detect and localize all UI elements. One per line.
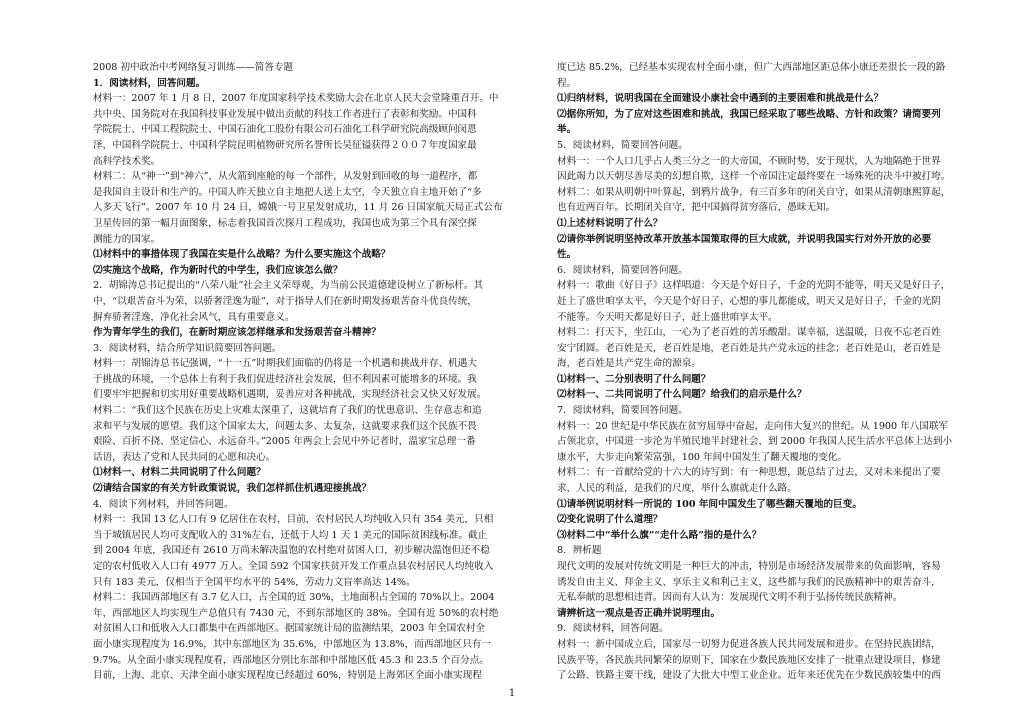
- question-line: ⑴材料一、二分别表明了什么问题？: [557, 373, 711, 385]
- right-column: [557, 60, 975, 684]
- text-line: 2．胡锦涛总书记提出的“八荣八耻”社会主义荣辱观，为当前公民道德建设树立了新标杆。其: [93, 280, 484, 292]
- text-line: 2008 初中政治中考网络复习训练——简答专题: [93, 62, 294, 73]
- question-line: 作为青年学生的我们，在新时期应该怎样继承和发扬艰苦奋斗精神？: [93, 327, 381, 339]
- text-line: 了公路、铁路主要干线，建设了大批大中型工业企业。近年来还优先在少数民族较集中的西: [557, 670, 941, 682]
- text-line: 们要牢牢把握和切实用好重要战略机遇期，妥善应对各种挑战，实现经济社会又快又好发展。: [93, 389, 487, 401]
- text-line: 海，老百姓是共产党生命的源泉。: [557, 358, 701, 370]
- question-line: ⑴请举例说明材料一所说的 100 年间中国发生了哪些翻天覆地的巨变。: [557, 498, 862, 510]
- text-line: 4．阅读下列材料，并回答问题。: [93, 498, 234, 510]
- question-line: ⑵请结合国家的有关方针政策说说，我们怎样抓住机遇迎接挑战？: [93, 483, 372, 495]
- text-line: 因此竭力以天朝尽善尽美的幻想自欺，这样一个帝国注定最终要在一场殊死的决斗中被打垮。: [557, 171, 951, 183]
- text-line: 求和平与发展的愿望。我们这个国家太大，问题太多、太复杂，这就要求我们这个民族不畏: [93, 420, 477, 432]
- question-line: ⑶材料二中“举什么旗”“走什么路”指的是什么？: [557, 529, 762, 541]
- text-line: 摒弃骄奢淫逸，净化社会风气，具有重要意义。: [93, 311, 295, 323]
- text-line: 6．阅读材料，简要回答问题。: [557, 264, 688, 276]
- text-line: 也有近两百年。长期闭关自守，把中国搞得贫穷落后，愚昧无知。: [557, 202, 836, 214]
- question-line: 举。: [557, 124, 577, 136]
- text-line: 3．阅读材料，结合所学知识简要回答问题。: [93, 342, 282, 354]
- text-line: 9.7%。从全面小康实现程度看，西部地区分别比东部和中部地区低 45.3 和 23.5 个百分点。: [93, 654, 489, 666]
- text-line: 材料二：从“神一”到“神六”，从火箭到座舱的每一个部件，从发射到回收的每一道程序，都: [93, 171, 478, 183]
- text-line: 泽，中国科学院院士、中国科学院昆明植物研究所名誉所长吴征镒获得２００７年度国家最: [93, 139, 477, 151]
- text-line: 对贫困人口和低收入人口都集中在西部地区。据国家统计局的监测结果，2003 年全国农村全: [93, 623, 486, 635]
- text-line: 定的农村低收入人口有 4977 万人。全国 592 个国家扶贫开发工作重点县农村居民人均纯收入: [93, 561, 494, 572]
- question-line: 1．阅读材料，回答问题。: [93, 77, 206, 89]
- text-line: 于挑战的环境，一个总体上有利于我们促进经济社会发展，但不利因素可能增多的环境。我: [93, 373, 477, 385]
- text-line: 不能等。今天明天都是好日子，赶上盛世咱享太平。: [557, 311, 778, 323]
- question-line: ⑴归纳材料，说明我国在全面建设小康社会中遇到的主要困难和挑战是什么？: [557, 93, 884, 105]
- text-line: 9．阅读材料，回答问题。: [557, 623, 669, 635]
- text-line: 5．阅读材料，简要回答问题。: [557, 139, 688, 151]
- text-line: 赶上了盛世咱享太平，今天是个好日子，心想的事儿都能成，明天又是好日子，千金的光阴: [557, 295, 941, 307]
- text-line: 只有 183 美元，仅相当于全国平均水平的 54%，劳动力文盲率高达 14%。: [93, 576, 416, 588]
- text-line: 度已达 85.2%，已经基本实现农村全面小康，但广大西部地区距总体小康还差很长一段的路: [557, 62, 946, 73]
- text-line: 民族平等，各民族共同繁荣的原则下，国家在少数民族地区安排了一批重点建设项目，修建: [557, 654, 941, 666]
- text-line: 材料一：歌曲《好日子》这样唱道：今天是个好日子，千金的光阴不能等，明天又是好日子，: [557, 280, 951, 292]
- text-line: 面小康实现程度为 16.9%，其中东部地区为 35.6%，中部地区为 13.8%，而西部地区只有一: [93, 638, 491, 650]
- text-line: 材料二：我国西部地区有 3.7 亿人口，占全国的近 30%，土地面积占全国的 70%以上。2004: [93, 592, 495, 604]
- text-line: 材料二：“我们这个民族在历史上灾难太深重了，这就培育了我们的忧患意识、生存意志和追: [93, 405, 482, 417]
- text-line: 材料一：2007 年 1 月 8 日，2007 年度国家科学技术奖励大会在北京人民大会堂隆重召开。中: [93, 93, 499, 105]
- page-number: 1: [508, 688, 516, 699]
- text-line: 无私奉献的思想相违背。因而有人认为：发展现代文明不利于弘扬传统民族精神。: [557, 592, 903, 604]
- question-line: 性。: [557, 249, 577, 261]
- text-line: 材料一：胡锦涛总书记强调，“十一五”时期我们面临的仍将是一个机遇和挑战并存、机遇大: [93, 358, 477, 370]
- text-line: 占领北京，中国进一步沦为半殖民地半封建社会，到 2000 年我国人民生活水平总体上达到小: [557, 436, 953, 448]
- text-line: 康水平，大步走向繁荣富强，100 年间中国发生了翻天覆地的变化。: [557, 451, 847, 463]
- text-line: 材料一：我国 13 亿人口有 9 亿居住在农村，目前，农村居民人均纯收入只有 354 美元，只相: [93, 514, 494, 526]
- text-line: 材料二：如果从明朝中叶算起，到鸦片战争，有三百多年的闭关自守，如果从清朝康熙算起，: [557, 186, 951, 198]
- question-line: ⑵请你举例说明坚持改革开放基本国策取得的巨大成就，并说明我国实行对外开放的必要: [557, 233, 932, 245]
- text-line: 材料一：新中国成立后，国家尽一切努力促进各族人民共同发展和进步。在坚持民族团结，: [557, 638, 941, 650]
- text-line: 测能力的国家。: [93, 233, 161, 245]
- question-line: ⑵据你所知，为了应对这些困难和挑战，我国已经采取了哪些战略、方针和政策？请简要列: [557, 108, 941, 120]
- question-line: 请辨析这一观点是否正确并说明理由。: [557, 607, 721, 619]
- text-line: 材料一：一个人口几乎占人类三分之一的大帝国，不顾时势，安于现状，人为地隔绝于世界: [557, 155, 941, 167]
- left-column: [93, 60, 511, 684]
- text-line: 艰险、百折不挠、坚定信心、永远奋斗。”2005 年两会上会见中外记者时，温家宝总理一番: [93, 436, 476, 448]
- text-line: 现代文明的发展对传统文明是一种巨大的冲击，特别是市场经济发展带来的负面影响，容易: [557, 561, 941, 572]
- text-line: 人多天飞行”。2007 年 10 月 24 日，嫦娥一号卫星发射成功，11 月 26 日国家航天局正式公布: [93, 202, 503, 214]
- question-line: ⑵材料一、二共同说明了什么问题？给我们的启示是什么？: [557, 389, 807, 401]
- question-line: ⑴材料一、材料二共同说明了什么问题？: [93, 467, 266, 479]
- text-line: 中，“以艰苦奋斗为荣，以骄奢淫逸为耻”，对于指导人们在新时期发扬艰苦奋斗优良传统，: [93, 295, 477, 307]
- text-line: 高科学技术奖。: [93, 155, 161, 167]
- text-line: 安宁团圆。老百姓是天，老百姓是地，老百姓是共产党永远的挂念；老百姓是山，老百姓是: [557, 342, 941, 354]
- text-line: 是我国自主设计和生产的。中国人昨天独立自主地把人送上太空，今天独立自主地开始了“多: [93, 186, 482, 198]
- text-line: 材料二：有一首献给党的十六大的诗写到：有一种思想，既总结了过去，又对未来提出了要: [557, 467, 941, 479]
- text-line: 话语，表达了党和人民共同的心愿和决心。: [93, 451, 276, 463]
- text-line: 到 2004 年底，我国还有 2610 万尚未解决温饱的农村绝对贫困人口，初步解决温饱但还不稳: [93, 545, 490, 557]
- text-line: 7．阅读材料，简要回答问题。: [557, 405, 688, 417]
- text-line: 目前，上海、北京、天津全面小康实现程度已经超过 60%，特别是上海郊区全面小康实现程: [93, 670, 482, 682]
- question-line: ⑵实施这个战略，作为新时代的中学生，我们应该怎么做？: [93, 264, 343, 276]
- text-line: 共中央、国务院对在我国科技事业发展中做出贡献的科技工作者进行了表彰和奖励。中国科: [93, 108, 477, 120]
- text-line: 材料一：20 世纪是中华民族在贫穷屈辱中奋起，走向伟大复兴的世纪。从 1900 年八国联军: [557, 420, 949, 432]
- text-line: 材料二：打天下，坐江山，一心为了老百姓的苦乐酸甜。谋幸福，送温暖，日夜不忘老百姓: [557, 327, 941, 339]
- text-line: 程。: [557, 77, 577, 89]
- text-line: 卫星传回的第一幅月面图象，标志着我国首次探月工程成功，我国也成为第三个具有深空探: [93, 217, 477, 229]
- text-line: 学院院士、中国工程院院士、中国石油化工股份有限公司石油化工科学研究院高级顾问闵恩: [93, 124, 477, 136]
- text-line: 当于城镇居民人均可支配收入的 31%左右，还低于人均 1 天 1 美元的国际贫困线标准。截止: [93, 529, 488, 541]
- question-line: ⑴上述材料说明了什么？: [557, 217, 663, 229]
- question-line: ⑵变化说明了什么道理？: [557, 514, 663, 526]
- text-line: 8．辨析题: [557, 545, 602, 557]
- question-line: ⑴材料中的事措体现了我国在实是什么战略？为什么要实施这个战略？: [93, 249, 391, 261]
- text-line: 求，人民的利益，是我们的尺度，举什么旗就走什么路。: [557, 483, 797, 495]
- text-line: 年，西部地区人均实现生产总值只有 7430 元，不到东部地区的 38%。全国有近 50%的农村绝: [93, 607, 499, 619]
- text-line: 诱发自由主义、拜金主义、享乐主义和利己主义，这些都与我们的民族精神中的艰苦奋斗，: [557, 576, 941, 588]
